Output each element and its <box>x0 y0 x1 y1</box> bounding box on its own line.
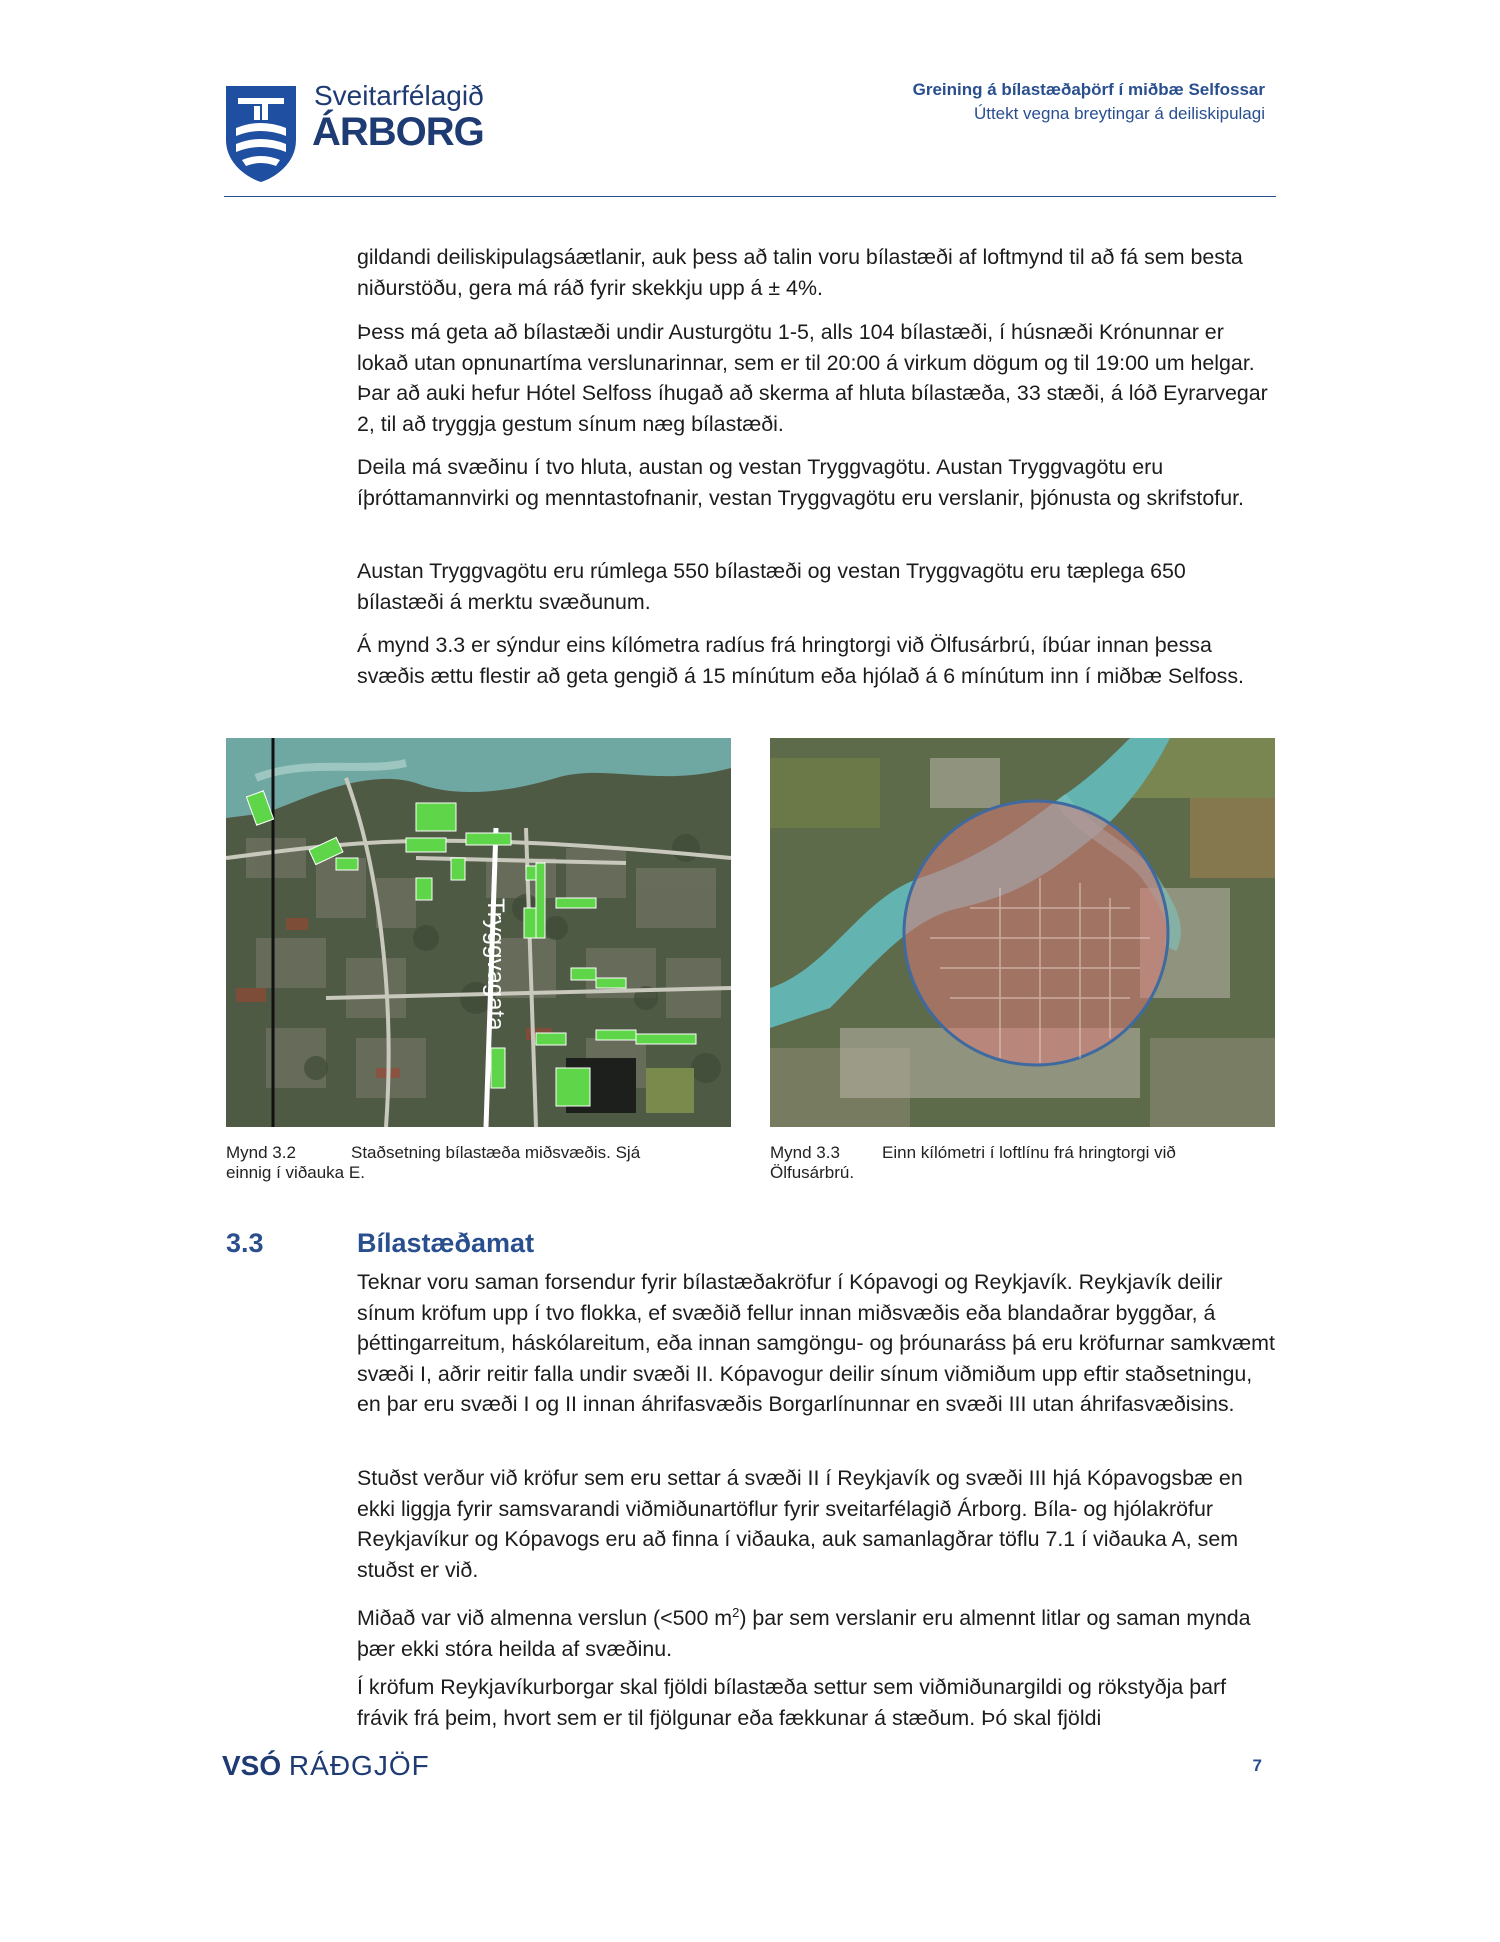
header-divider <box>224 196 1276 197</box>
figure-3-2-number: Mynd 3.2 <box>226 1143 296 1162</box>
paragraph-6: Teknar voru saman forsendur fyrir bílastæðakröfur í Kópavogi og Reykjavík. Reykjavík deilir sínum kröfum upp í tvo flokka, ef svæðið fellur innan miðsvæðis eða blandaðrar byggðar, á þéttingarreitum, háskólareitum, eða innan samgöngu- og þróunaráss þá eru kröfurnar samkvæmt svæði I, aðrir reitir falla undir svæði II. Kópavogur deilir sínum viðmiðum upp eftir staðsetningu, en þar eru svæði I og II innan áhrifasvæðis Borgarlínunnar en svæði III utan áhrifasvæðisins. <box>357 1270 1275 1416</box>
figure-3-3-caption <box>770 1143 1275 1183</box>
section-number: 3.3 <box>226 1228 264 1258</box>
paragraph-4: Austan Tryggvagötu eru rúmlega 550 bílastæði og vestan Tryggvagötu eru tæplega 650 bílastæði á merktu svæðunum. <box>357 559 1186 614</box>
arborg-shield-icon <box>224 84 298 184</box>
paragraph-8 <box>357 1598 1277 1664</box>
paragraph-3: Deila má svæðinu í tvo hluta, austan og vestan Tryggvagötu. Austan Tryggvagötu eru íþróttamannvirki og menntastofnanir, vestan Tryggvagötu eru verslanir, þjónusta og skrifstofur. <box>357 455 1244 510</box>
footer-brand <box>222 1750 430 1782</box>
paragraph-9: Í kröfum Reykjavíkurborgar skal fjöldi bílastæða settur sem viðmiðunargildi og rökstyðja þarf frávik frá þeim, hvort sem er til fjölgunar eða fækkunar á stæðum. Þó skal fjöldi <box>357 1675 1227 1730</box>
page-number: 7 <box>1252 1756 1262 1775</box>
paragraph-8-superscript: 2 <box>732 1605 740 1620</box>
figure-3-2-caption-line2: einnig í viðauka E. <box>226 1163 365 1182</box>
paragraph-8-after: ) þar sem verslanir eru almennt litlar og saman mynda þær ekki stóra heilda af svæðinu. <box>357 1606 1251 1661</box>
figure-radius-map <box>770 738 1275 1127</box>
street-label-tryggvagata: Tryggvagata <box>482 898 509 1031</box>
paragraph-8-before: Miðað var við almenna verslun (<500 m <box>357 1606 733 1631</box>
paragraph-7: Stuðst verður við kröfur sem eru settar á svæði II í Reykjavík og svæði III hjá Kópavogsbæ en ekki liggja fyrir samsvarandi viðmiðunartöflur fyrir sveitarfélagið Árborg. Bíla- og hjólakröfur Reykjavíkur og Kópavogs eru að finna í viðauka, auk samanlagðrar töflu 7.1 í viðauka A, sem stuðst er við. <box>357 1466 1243 1582</box>
figure-parking-map <box>226 738 731 1127</box>
paragraph-1: gildandi deiliskipulagsáætlanir, auk þess að talin voru bílastæði af loftmynd til að fá sem besta niðurstöðu, gera má ráð fyrir skekkju upp á ± 4%. <box>357 245 1243 300</box>
logo-line2: ÁRBORG <box>312 110 484 154</box>
footer-brand-bold: VSÓ <box>222 1750 282 1781</box>
section-title: Bílastæðamat <box>357 1228 535 1258</box>
figure-3-3-number: Mynd 3.3 <box>770 1143 840 1162</box>
footer-brand-light: RÁÐGJÖF <box>288 1750 430 1781</box>
document-title: Greining á bílastæðaþörf í miðbæ Selfossar <box>912 80 1265 99</box>
document-subtitle: Úttekt vegna breytingar á deiliskipulagi <box>973 104 1265 123</box>
logo-line1: Sveitarfélagið <box>314 80 484 111</box>
figure-3-3-caption-line2: Ölfusárbrú. <box>770 1163 855 1182</box>
figure-3-3-caption-line1: Einn kílómetri í loftlínu frá hringtorgi við <box>882 1143 1176 1162</box>
figure-3-2-caption <box>226 1143 731 1183</box>
paragraph-2: Þess má geta að bílastæði undir Austurgötu 1-5, alls 104 bílastæði, í húsnæði Krónunnar er lokað utan opnunartíma verslunarinnar, sem er til 20:00 á virkum dögum og til 19:00 um helgar. Þar að auki hefur Hótel Selfoss íhugað að skerma af hluta bílastæða, 33 stæði, á lóð Eyrarvegar 2, til að tryggja gestum sínum næg bílastæði. <box>357 320 1268 436</box>
paragraph-5: Á mynd 3.3 er sýndur eins kílómetra radíus frá hringtorgi við Ölfusárbrú, íbúar innan þessa svæðis ættu flestir að geta gengið á 15 mínútum eða hjólað á 6 mínútum inn í miðbæ Selfoss. <box>357 633 1245 688</box>
figure-3-2-caption-line1: Staðsetning bílastæða miðsvæðis. Sjá <box>351 1143 641 1162</box>
